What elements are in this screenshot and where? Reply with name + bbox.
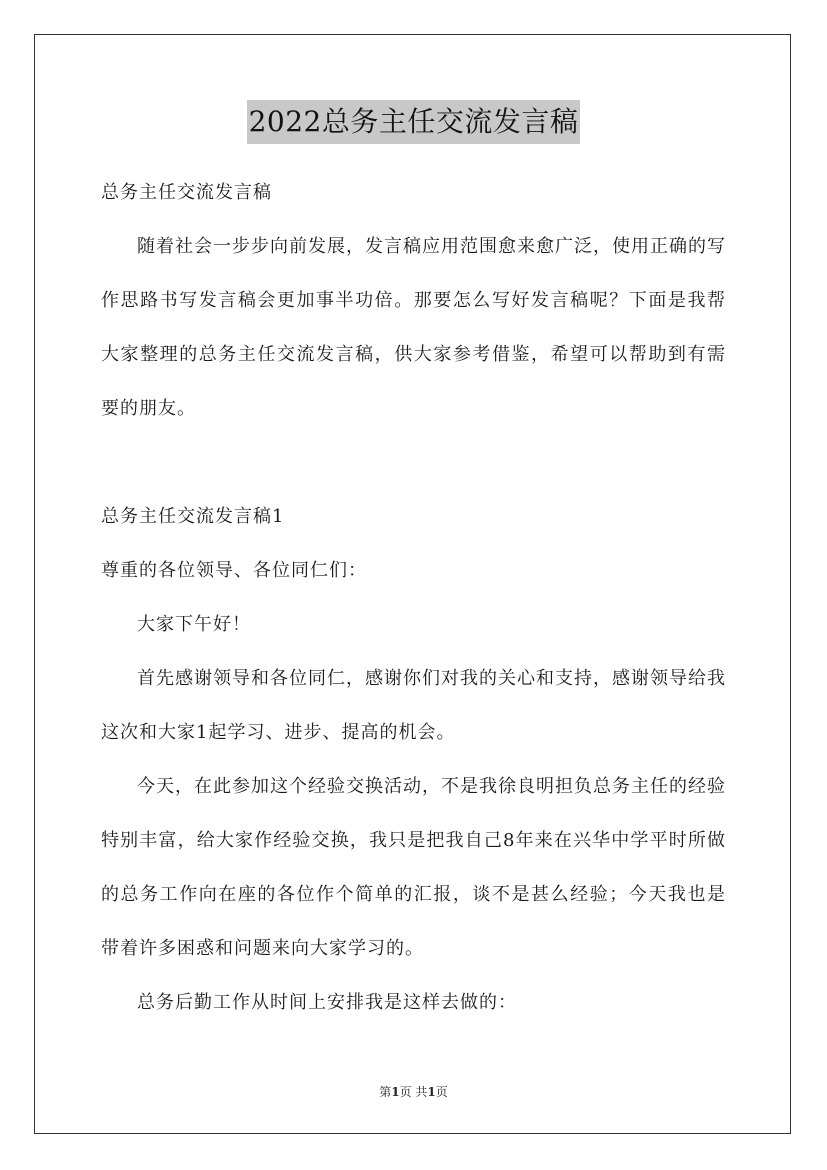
body-paragraph-3: 总务后勤工作从时间上安排我是这样去做的： (137, 992, 517, 1013)
footer-prefix: 第 (379, 1085, 392, 1099)
greeting: 大家下午好！ (137, 614, 251, 635)
page-number-total: 1 (427, 1085, 436, 1099)
title-container (0, 100, 827, 144)
body-paragraph-1: 首先感谢领导和各位同仁，感谢你们对我的关心和支持，感谢领导给我这次和大家1起学习、进步、提高的机会。 (101, 668, 726, 743)
footer-mid: 页 共 (399, 1085, 428, 1099)
page-footer (0, 1083, 827, 1100)
document-body (101, 166, 726, 1030)
page-number-current: 1 (391, 1085, 400, 1099)
subtitle: 总务主任交流发言稿 (101, 182, 272, 203)
intro-paragraph: 随着社会一步步向前发展，发言稿应用范围愈来愈广泛，使用正确的写作思路书写发言稿会更加事半功倍。那要怎么写好发言稿呢？下面是我帮大家整理的总务主任交流发言稿，供大家参考借鉴，希望可以帮助到有需要的朋友。 (101, 236, 726, 419)
section-heading: 总务主任交流发言稿1 (101, 506, 285, 527)
document-title: 2022总务主任交流发言稿 (247, 100, 581, 144)
salutation: 尊重的各位领导、各位同仁们： (101, 560, 367, 581)
blank-line (101, 436, 726, 490)
body-paragraph-2: 今天，在此参加这个经验交换活动，不是我徐良明担负总务主任的经验特别丰富，给大家作经验交换，我只是把我自己8年来在兴华中学平时所做的总务工作向在座的各位作个简单的汇报，谈不是甚么经验；今天我也是带着许多困惑和问题来向大家学习的。 (101, 776, 726, 959)
footer-suffix: 页 (435, 1085, 448, 1099)
